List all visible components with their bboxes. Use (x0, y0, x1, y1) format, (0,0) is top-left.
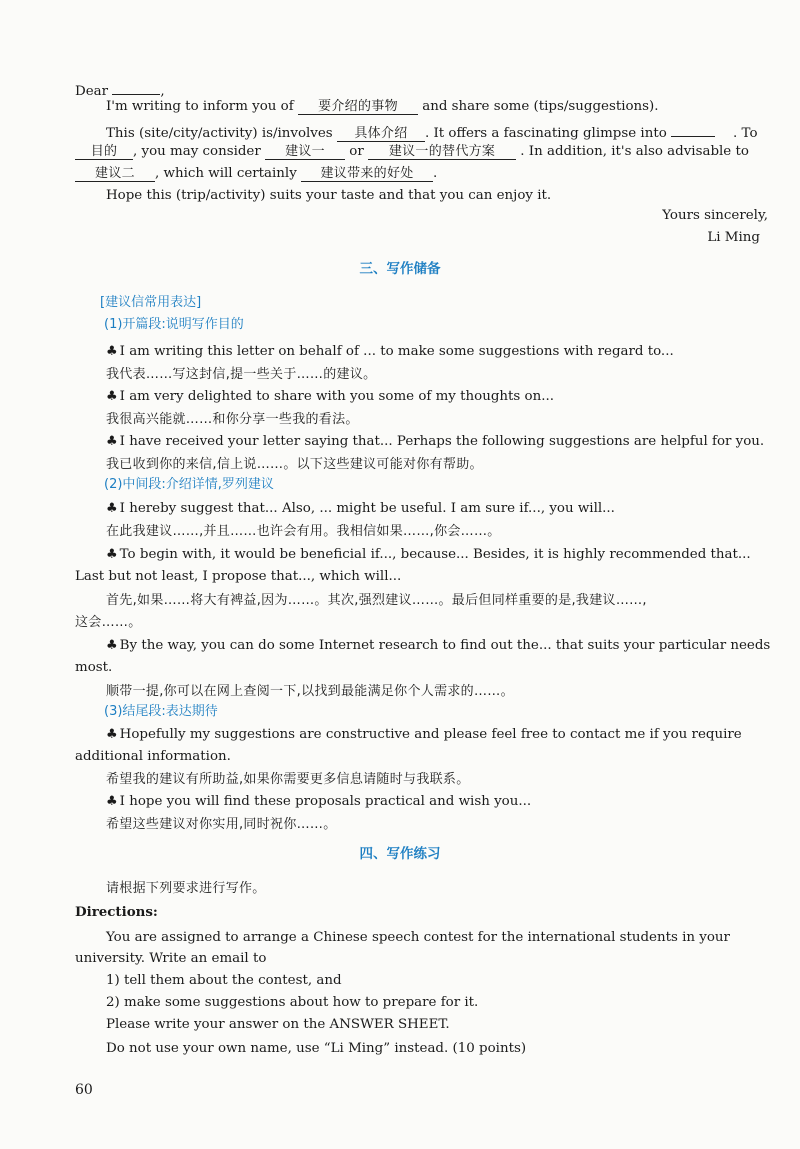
club-icon: ♣ (106, 794, 118, 809)
blank-purpose: 目的 (75, 143, 133, 160)
directions-label: Directions: (75, 904, 158, 920)
directions-line-4: Please write your answer on the ANSWER SHEET. (106, 1017, 450, 1032)
blank-topic: 要介绍的事物 (298, 98, 418, 115)
directions-line-1b: university. Write an email to (75, 951, 267, 966)
club-icon: ♣ (106, 727, 118, 742)
page-number: 60 (75, 1082, 93, 1098)
expression-4-zh: 在此我建议……,并且……也许会有用。我相信如果……,你会……。 (106, 524, 501, 539)
club-icon: ♣ (106, 638, 118, 653)
letter-signature: Li Ming (707, 230, 760, 245)
letter-closing: Yours sincerely, (662, 208, 768, 223)
blank-alternative: 建议一的替代方案 (368, 143, 516, 160)
blank-glimpse (671, 120, 715, 137)
letter-line-3: 目的 , you may consider 建议一 or 建议一的替代方案 . In addition, it's also advisable to (75, 143, 749, 161)
blank-benefit: 建议带来的好处 (301, 165, 433, 182)
expression-2-zh: 我很高兴能就……和你分享一些我的看法。 (106, 412, 359, 427)
expression-3-zh: 我已收到你的来信,信上说……。以下这些建议可能对你有帮助。 (106, 457, 483, 472)
expression-4-en: ♣ I hereby suggest that... Also, ... might be useful. I am sure if..., you will... (106, 501, 615, 516)
expression-8-zh: 希望这些建议对你实用,同时祝你……。 (106, 817, 337, 832)
expression-1-en: ♣ I am writing this letter on behalf of ... to make some suggestions with regard to... (106, 344, 674, 359)
club-icon: ♣ (106, 434, 118, 449)
blank-suggestion-1: 建议一 (265, 143, 345, 160)
letter-line-1: I'm writing to inform you of 要介绍的事物 and share some (tips/suggestions). (106, 99, 659, 114)
letter-line-4: 建议二 , which will certainly 建议带来的好处 . (75, 165, 437, 183)
club-icon: ♣ (106, 344, 118, 359)
directions-line-1a: You are assigned to arrange a Chinese speech contest for the international students in your (106, 930, 730, 945)
expression-7-zh: 希望我的建议有所助益,如果你需要更多信息请随时与我联系。 (106, 772, 470, 787)
part-3-heading: (3)结尾段:表达期待 (104, 704, 218, 719)
expression-5-zh-b: 这会……。 (75, 615, 142, 630)
expression-5-zh-a: 首先,如果……将大有裨益,因为……。其次,强烈建议……。最后但同样重要的是,我建议……, (106, 593, 647, 608)
expression-7-en-b: additional information. (75, 749, 231, 764)
expression-6-zh: 顺带一提,你可以在网上查阅一下,以找到最能满足你个人需求的……。 (106, 684, 514, 699)
expression-6-en-a: ♣ By the way, you can do some Internet research to find out the... that suits your particular needs (106, 638, 771, 653)
expression-2-en: ♣ I am very delighted to share with you some of my thoughts on... (106, 389, 554, 404)
club-icon: ♣ (106, 501, 118, 516)
expression-1-zh: 我代表……写这封信,提一些关于……的建议。 (106, 367, 377, 382)
expression-5-en-b: Last but not least, I propose that..., which will... (75, 569, 402, 584)
expression-5-en-a: ♣ To begin with, it would be beneficial if..., because... Besides, it is highly recommended that... (106, 547, 751, 562)
directions-line-2: 1) tell them about the contest, and (106, 973, 342, 988)
expression-8-en: ♣ I hope you will find these proposals practical and wish you... (106, 794, 532, 809)
section-3-title: 三、写作储备 (359, 261, 441, 277)
directions-line-5: Do not use your own name, use “Li Ming” instead. (10 points) (106, 1041, 527, 1056)
letter-line-2: This (site/city/activity) is/involves 具体介绍 . It offers a fascinating glimpse into . To (106, 120, 758, 143)
letter-hope: Hope this (trip/activity) suits your taste and that you can enjoy it. (106, 188, 552, 203)
club-icon: ♣ (106, 389, 118, 404)
section-3-subtitle: [建议信常用表达] (100, 295, 202, 310)
club-icon: ♣ (106, 547, 118, 562)
expression-6-en-b: most. (75, 660, 113, 675)
expression-7-en-a: ♣ Hopefully my suggestions are constructive and please feel free to contact me if you require (106, 727, 742, 742)
blank-suggestion-2: 建议二 (75, 165, 155, 182)
blank-recipient (112, 78, 160, 95)
part-1-heading: (1)开篇段:说明写作目的 (104, 317, 244, 332)
part-2-heading: (2)中间段:介绍详情,罗列建议 (104, 477, 274, 492)
expression-3-en: ♣ I have received your letter saying that... Perhaps the following suggestions are helpful for you. (106, 434, 765, 449)
section-4-title: 四、写作练习 (359, 846, 441, 862)
letter-salutation: Dear , (75, 78, 165, 101)
directions-line-3: 2) make some suggestions about how to prepare for it. (106, 995, 479, 1010)
blank-detail: 具体介绍 (337, 125, 425, 142)
practice-intro: 请根据下列要求进行写作。 (106, 881, 266, 896)
